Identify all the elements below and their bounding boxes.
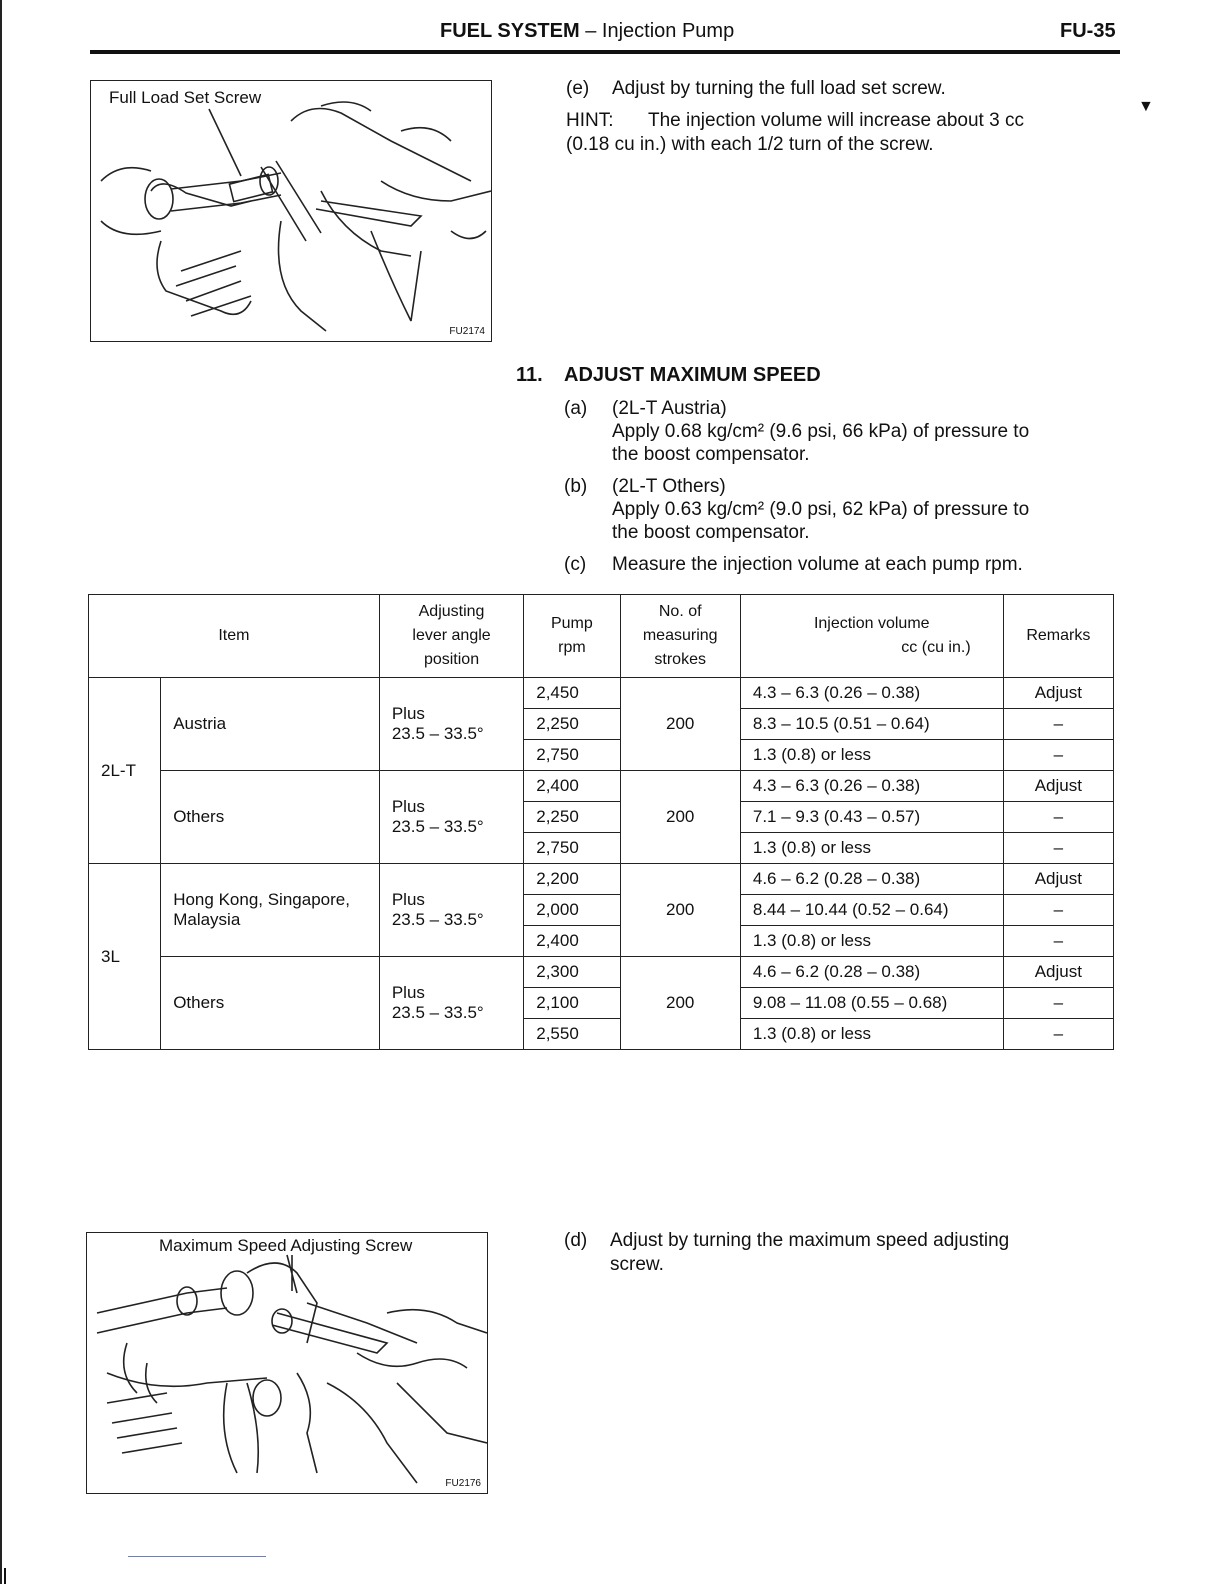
step-b-line-2: the boost compensator. — [612, 522, 810, 543]
strokes-cell: 200 — [620, 957, 740, 1050]
volume-cell: 1.3 (0.8) or less — [740, 926, 1003, 957]
remark-cell: – — [1003, 926, 1113, 957]
lever-line-1: Plus — [391, 704, 425, 723]
volume-cell: 8.44 – 10.44 (0.52 – 0.64) — [740, 895, 1003, 926]
volume-cell: 1.3 (0.8) or less — [740, 740, 1003, 771]
remark-cell: – — [1003, 895, 1113, 926]
volume-cell: 4.3 – 6.3 (0.26 – 0.38) — [740, 678, 1003, 709]
injection-volume-table — [88, 594, 1114, 1050]
header-volume-line-1: Injection volume — [813, 615, 930, 632]
step-b-line-1: Apply 0.63 kg/cm² (9.0 psi, 62 kPa) of pressure to — [612, 499, 1030, 520]
volume-cell: 7.1 – 9.3 (0.43 – 0.57) — [740, 802, 1003, 833]
figure-code: FU2174 — [449, 326, 485, 337]
header-rpm-line-1: Pump — [550, 615, 593, 632]
rpm-cell: 2,450 — [524, 678, 620, 709]
hint-line-1: The injection volume will increase about 3 cc — [648, 110, 1024, 131]
step-a-marker: (a) — [564, 398, 588, 419]
step-e-marker: (e) — [566, 78, 590, 99]
rpm-cell: 2,750 — [524, 740, 620, 771]
region-line-1: Hong Kong, Singapore, — [173, 890, 350, 909]
strokes-cell: 200 — [620, 678, 740, 771]
figure-full-load-set-screw — [90, 80, 492, 342]
table-row — [89, 864, 1114, 895]
header-separator: – — [585, 20, 597, 42]
page-corner-mark — [4, 1568, 6, 1584]
step-11-title: ADJUST MAXIMUM SPEED — [564, 364, 821, 386]
table-row — [89, 678, 1114, 709]
remark-cell: – — [1003, 740, 1113, 771]
engine-2lt: 2L-T — [89, 678, 161, 864]
region-cell: Others — [161, 957, 380, 1050]
header-injection-volume — [740, 595, 1003, 678]
table-row — [89, 771, 1114, 802]
step-b-marker: (b) — [564, 476, 588, 497]
remark-cell: – — [1003, 709, 1113, 740]
page-number: FU-35 — [1060, 20, 1116, 42]
hint-line-2: (0.18 cu in.) with each 1/2 turn of the screw. — [566, 134, 934, 155]
header-lever-angle — [379, 595, 523, 678]
remark-cell: – — [1003, 1019, 1113, 1050]
step-e-text: Adjust by turning the full load set screw. — [612, 78, 946, 99]
footer-rule — [128, 1556, 266, 1557]
rpm-cell: 2,250 — [524, 709, 620, 740]
arrow-mark-icon: ▼ — [1138, 98, 1154, 115]
region-cell: Others — [161, 771, 380, 864]
step-d-marker: (d) — [564, 1230, 588, 1251]
header-lever-line-1: Adjusting — [418, 603, 485, 620]
step-11-number: 11. — [516, 364, 543, 386]
step-c-text: Measure the injection volume at each pump rpm. — [612, 554, 1023, 575]
rpm-cell: 2,000 — [524, 895, 620, 926]
rpm-cell: 2,400 — [524, 926, 620, 957]
header-strokes-line-2: measuring — [642, 627, 718, 644]
rpm-cell: 2,300 — [524, 957, 620, 988]
lever-line-2: 23.5 – 33.5° — [391, 1003, 484, 1022]
section-title: FUEL SYSTEM — [440, 20, 580, 42]
pump-illustration-max-speed — [87, 1233, 487, 1493]
region-cell — [161, 864, 380, 957]
header-pump-rpm — [524, 595, 620, 678]
step-d-line-2: screw. — [610, 1254, 664, 1275]
header-strokes — [620, 595, 740, 678]
remark-cell: Adjust — [1003, 957, 1113, 988]
table-row — [89, 957, 1114, 988]
lever-line-2: 23.5 – 33.5° — [391, 817, 484, 836]
rpm-cell: 2,250 — [524, 802, 620, 833]
subsection-title: Injection Pump — [601, 20, 735, 42]
header-volume-line-2: cc (cu in.) — [901, 639, 971, 656]
header-item: Item — [89, 595, 380, 678]
header-strokes-line-3: strokes — [654, 651, 706, 668]
step-b-title: (2L-T Others) — [612, 476, 726, 497]
rpm-cell: 2,400 — [524, 771, 620, 802]
remark-cell: Adjust — [1003, 864, 1113, 895]
step-a-line-1: Apply 0.68 kg/cm² (9.6 psi, 66 kPa) of pressure to — [612, 421, 1030, 442]
remark-cell: – — [1003, 988, 1113, 1019]
page-edge-line — [0, 0, 2, 1584]
step-a-line-2: the boost compensator. — [612, 444, 810, 465]
lever-angle-cell — [379, 678, 523, 771]
remark-cell: Adjust — [1003, 678, 1113, 709]
lever-line-1: Plus — [391, 983, 425, 1002]
header-rpm-line-2: rpm — [558, 639, 586, 656]
remark-cell: – — [1003, 833, 1113, 864]
strokes-cell: 200 — [620, 864, 740, 957]
rpm-cell: 2,100 — [524, 988, 620, 1019]
lever-line-2: 23.5 – 33.5° — [391, 910, 484, 929]
header-lever-line-2: lever angle — [412, 627, 491, 644]
header-rule — [90, 50, 1120, 54]
hint-label: HINT: — [566, 110, 614, 131]
lever-angle-cell — [379, 864, 523, 957]
lever-line-1: Plus — [391, 797, 425, 816]
lever-line-2: 23.5 – 33.5° — [391, 724, 484, 743]
volume-cell: 4.6 – 6.2 (0.28 – 0.38) — [740, 957, 1003, 988]
rpm-cell: 2,750 — [524, 833, 620, 864]
lever-angle-cell — [379, 771, 523, 864]
remark-cell: – — [1003, 802, 1113, 833]
volume-cell: 1.3 (0.8) or less — [740, 1019, 1003, 1050]
volume-cell: 4.3 – 6.3 (0.26 – 0.38) — [740, 771, 1003, 802]
strokes-cell: 200 — [620, 771, 740, 864]
volume-cell: 4.6 – 6.2 (0.28 – 0.38) — [740, 864, 1003, 895]
figure-maximum-speed-screw — [86, 1232, 488, 1494]
table-header-row — [89, 595, 1114, 678]
engine-3l: 3L — [89, 864, 161, 1050]
step-a-title: (2L-T Austria) — [612, 398, 727, 419]
step-d-line-1: Adjust by turning the maximum speed adjusting — [610, 1230, 1010, 1251]
step-c-marker: (c) — [564, 554, 587, 575]
region-line-2: Malaysia — [173, 910, 241, 929]
pump-illustration-full-load — [91, 81, 491, 341]
remark-cell: Adjust — [1003, 771, 1113, 802]
region-cell: Austria — [161, 678, 380, 771]
lever-line-1: Plus — [391, 890, 425, 909]
header-strokes-line-1: No. of — [658, 603, 702, 620]
rpm-cell: 2,200 — [524, 864, 620, 895]
rpm-cell: 2,550 — [524, 1019, 620, 1050]
header-lever-line-3: position — [423, 651, 480, 668]
figure-label: Maximum Speed Adjusting Screw — [159, 1236, 413, 1255]
volume-cell: 8.3 – 10.5 (0.51 – 0.64) — [740, 709, 1003, 740]
page-header-title — [440, 20, 734, 43]
lever-angle-cell — [379, 957, 523, 1050]
header-remarks: Remarks — [1003, 595, 1113, 678]
volume-cell: 9.08 – 11.08 (0.55 – 0.68) — [740, 988, 1003, 1019]
figure-label: Full Load Set Screw — [109, 88, 262, 107]
volume-cell: 1.3 (0.8) or less — [740, 833, 1003, 864]
figure-code: FU2176 — [445, 1478, 481, 1489]
